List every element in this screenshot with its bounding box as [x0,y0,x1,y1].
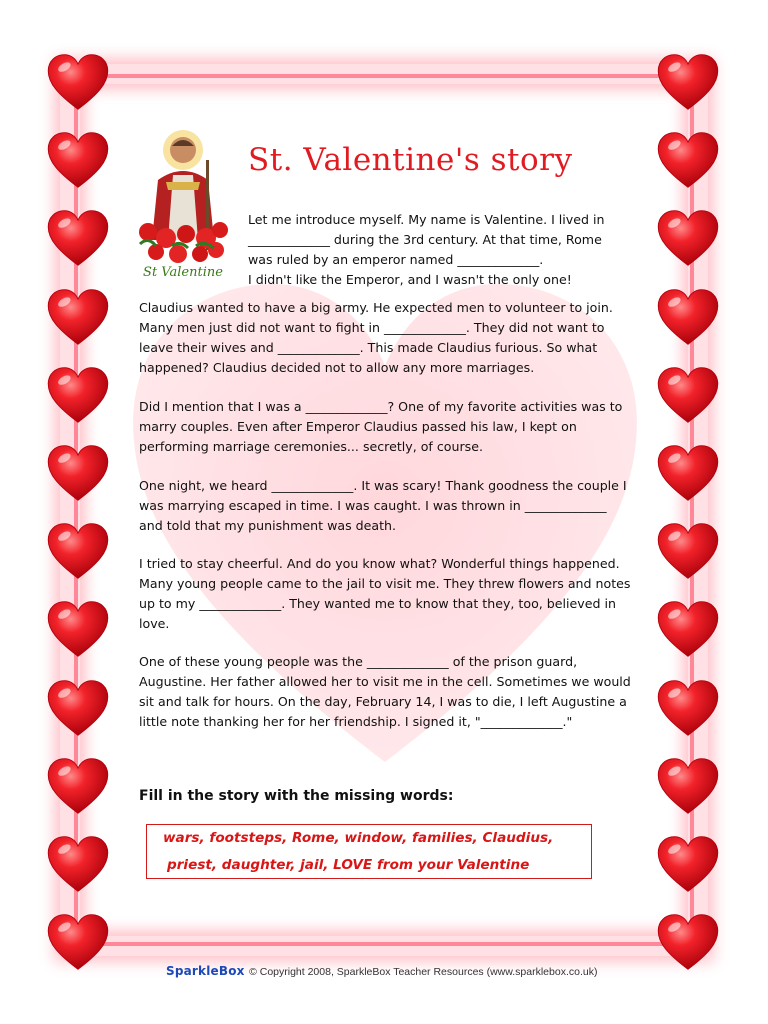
heart-icon [657,912,719,972]
heart-icon [657,287,719,347]
portrait-caption: St Valentine [143,265,223,280]
fill-in-heading: Fill in the story with the missing words: [139,788,454,804]
story-paragraph-4: One night, we heard _____________. It was scary! Thank goodness the couple I was marrying escaped in time. I was caught. I was thrown in _____________ and told that my punishment was death. [139,478,627,533]
sparklebox-logo: SparkleBox [166,964,245,978]
heart-icon [657,834,719,894]
heart-icon [657,756,719,816]
heart-icon [657,208,719,268]
footer [166,962,597,978]
heart-icon [47,52,109,112]
heart-icon [47,756,109,816]
word-bank-line-2: priest, daughter, jail, LOVE from your Valentine [167,857,530,873]
heart-icon [47,834,109,894]
heart-icon [657,52,719,112]
valentine-portrait [128,120,238,282]
heart-icon [47,365,109,425]
heart-icon [47,130,109,190]
left-heart-column [47,52,111,972]
heart-icon [47,599,109,659]
story-paragraph-intro: Let me introduce myself. My name is Valentine. I lived in _____________ during the 3rd century. At that time, Rome was ruled by an emperor named _____________. I didn't like the Emperor, and I wasn't the only one! [248,212,605,287]
heart-icon [657,599,719,659]
heart-icon [657,678,719,738]
word-bank-box [146,824,592,879]
copyright-text: © Copyright 2008, SparkleBox Teacher Resources (www.sparklebox.co.uk) [249,966,598,978]
story-paragraph-5: I tried to stay cheerful. And do you know what? Wonderful things happened. Many young people came to the jail to visit me. They threw flowers and notes up to my _____________. They wanted me to know that they, too, believed in love. [139,556,631,631]
story-paragraph-2: Claudius wanted to have a big army. He expected men to volunteer to join. Many men just did not want to fight in _____________. They did not want to leave their wives and _____________. This made Claudius furious. So what happened? Claudius decided not to allow any more marriages. [139,300,613,375]
heart-icon [657,130,719,190]
story-paragraph-3: Did I mention that I was a _____________? One of my favorite activities was to marry couples. Even after Emperor Claudius passed his law, I kept on performing marriage ceremonies... secretly, of course. [139,399,623,454]
heart-icon [657,443,719,503]
heart-icon [47,521,109,581]
heart-icon [657,365,719,425]
heart-icon [47,912,109,972]
heart-icon [47,678,109,738]
heart-icon [47,287,109,347]
story-paragraph-6: One of these young people was the _____________ of the prison guard, Augustine. Her father allowed her to visit me in the cell. Sometimes we would sit and talk for hours. On the day, February 14, I was to die, I left Augustine a little note thanking her for her friendship. I signed it, "_____________." [139,654,631,729]
heart-icon [657,521,719,581]
word-bank-line-1: wars, footsteps, Rome, window, families, Claudius, [163,830,554,846]
page-title: St. Valentine's story [248,142,573,178]
heart-icon [47,208,109,268]
right-heart-column [657,52,721,972]
heart-icon [47,443,109,503]
